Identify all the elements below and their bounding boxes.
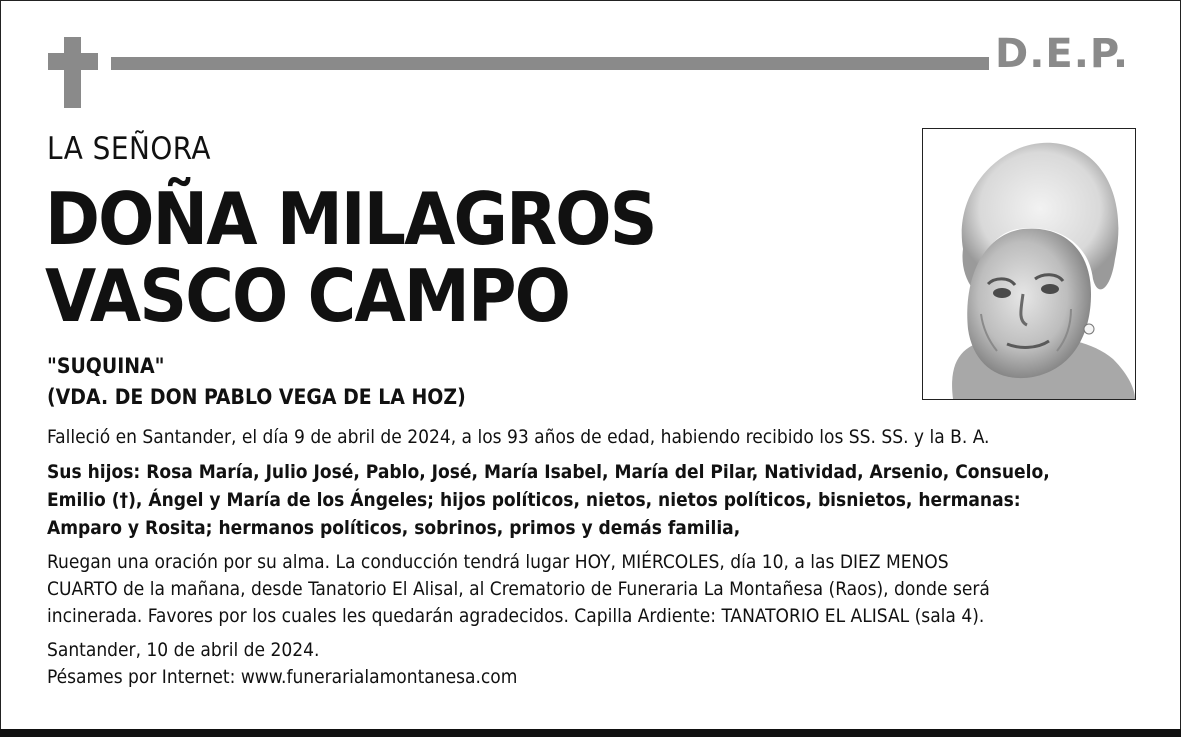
cross-horizontal-bar bbox=[48, 53, 98, 70]
request-line-2: CUARTO de la mañana, desde Tanatorio El Alisal, al Crematorio de Funeraria La Montañesa (Raos), donde será bbox=[47, 578, 990, 600]
honorific: LA SEÑORA bbox=[47, 131, 211, 167]
nickname: "SUQUINA" bbox=[47, 354, 165, 378]
portrait-image bbox=[923, 129, 1135, 399]
dep-tag: D.E.P. bbox=[995, 31, 1130, 77]
condolences-link: Pésames por Internet: www.funerarialamontanesa.com bbox=[47, 666, 518, 688]
family-line-1: Sus hijos: Rosa María, Julio José, Pablo, José, María Isabel, María del Pilar, Natividad, Arsenio, Consuelo, bbox=[47, 461, 1050, 483]
widow-of: (VDA. DE DON PABLO VEGA DE LA HOZ) bbox=[47, 385, 466, 409]
family-line-3: Amparo y Rosita; hermanos políticos, sobrinos, primos y demás familia, bbox=[47, 517, 741, 539]
bottom-border bbox=[0, 729, 1181, 737]
header-rule bbox=[111, 57, 989, 70]
request-line-3: incinerada. Favores por los cuales les quedarán agradecidos. Capilla Ardiente: TANATORIO EL ALISAL (sala 4). bbox=[47, 605, 985, 627]
family-line-2: Emilio (†), Ángel y María de los Ángeles; hijos políticos, nietos, nietos políticos, bisnietos, hermanas: bbox=[47, 489, 1021, 511]
deceased-name-line-2: VASCO CAMPO bbox=[45, 254, 570, 338]
cross-vertical-bar bbox=[64, 37, 81, 108]
request-line-1: Ruegan una oración por su alma. La conducción tendrá lugar HOY, MIÉRCOLES, día 10, a las DIEZ MENOS bbox=[47, 551, 949, 573]
place-date: Santander, 10 de abril de 2024. bbox=[47, 639, 320, 661]
death-notice: Falleció en Santander, el día 9 de abril de 2024, a los 93 años de edad, habiendo recibido los SS. SS. y la B. A. bbox=[47, 426, 990, 448]
portrait-photo bbox=[922, 128, 1136, 400]
deceased-name-line-1: DOÑA MILAGROS bbox=[45, 177, 656, 261]
